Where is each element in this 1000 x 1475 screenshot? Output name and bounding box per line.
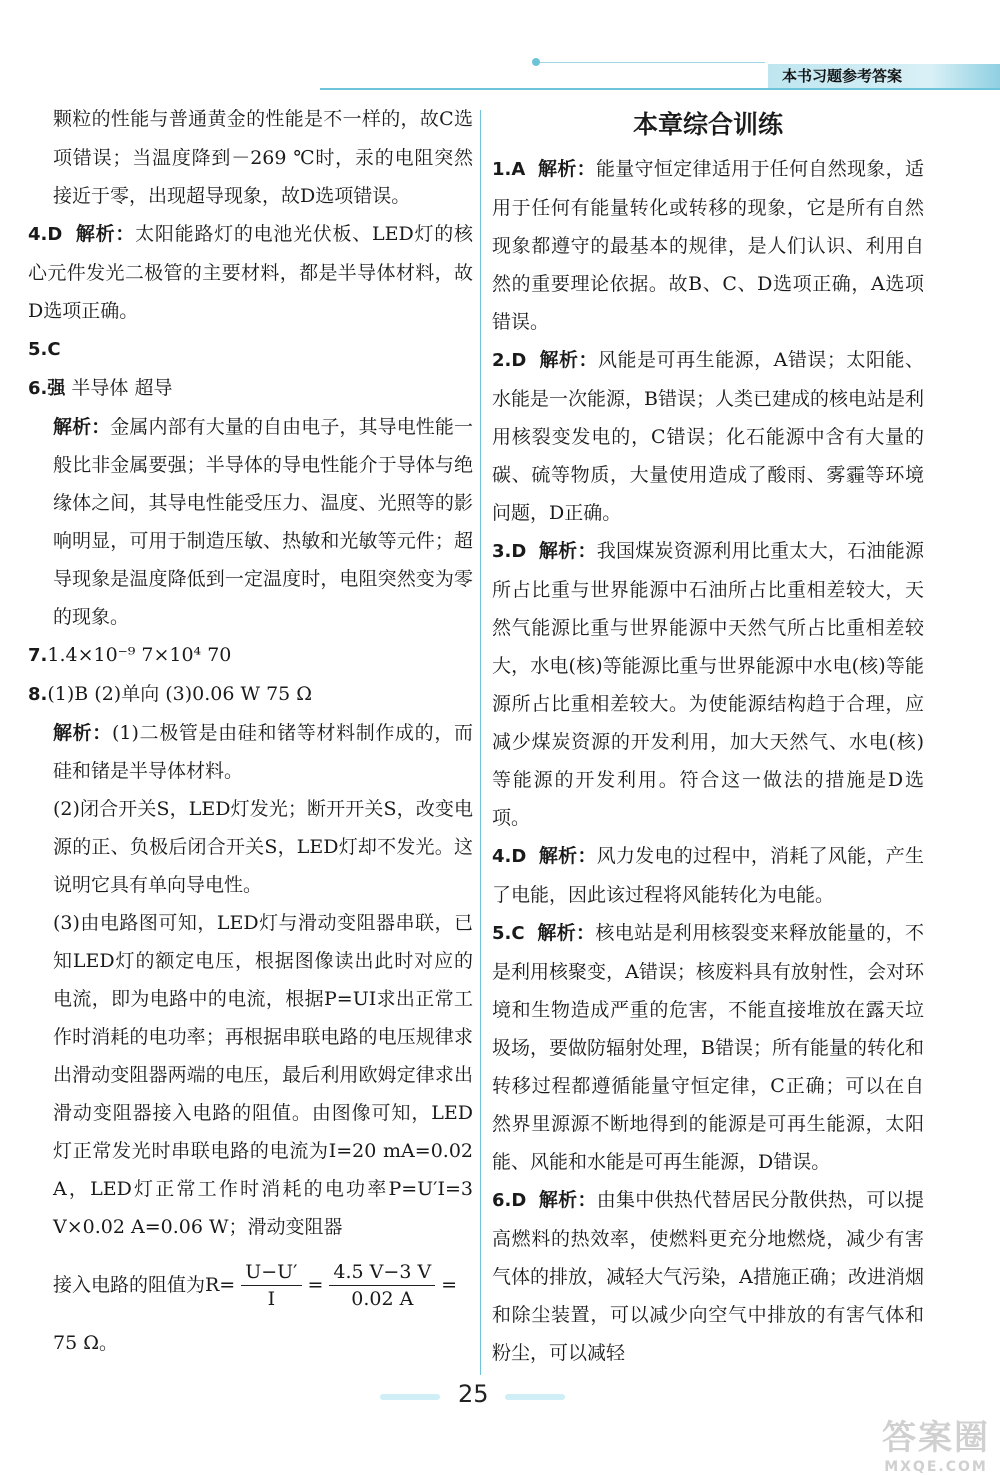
- answer-line: (2)闭合开关S，LED灯发光；断开开关S，改变电源的正、负极后闭合开关S，LED灯却不发光。这说明它具有单向导电性。: [53, 798, 473, 896]
- page-footer: [0, 1380, 1000, 1420]
- answer-line: 解析：金属内部有大量的自由电子，其导电性能一般比非金属要强；半导体的导电性能介于导体与绝缘体之间，其导电性能受压力、温度、光照等的影响明显，可用于制造压敏、热敏和光敏等元件；超导现象是温度降低到一定温度时，电阻突然变为零的现象。: [53, 416, 473, 628]
- formula-fraction-2: $\frac{4.5 V-3 V}{0.02 A}$: [329, 1259, 435, 1312]
- left-column: [28, 100, 473, 1362]
- watermark-logo: 答案圈 MXQE.COM: [882, 1418, 990, 1475]
- answer-line: 4.D 解析：太阳能路灯的电池光伏板、LED灯的核心元件发光二极管的主要材料，都是半导体材料，故D选项正确。: [28, 223, 473, 322]
- answer-item: 1.A 解析：能量守恒定律适用于任何自然现象，适用于任何有能量转化或转移的现象，它是所有自然现象都遵守的最基本的规律，是人们认识、利用自然的重要理论依据。故B、C、D选项正确，A选项错误。: [492, 158, 924, 333]
- answer-item: 3.D 解析：我国煤炭资源利用比重太大，石油能源所占比重与世界能源中石油所占比重相差较大，天然气能源比重与世界能源中天然气所占比重相差较大，水电(核)等能源比重与世界能源中水电(核)等能源所占比重相差较大。为使能源结构趋于合理，应减少煤炭资源的开发利用，加大天然气、水电(核)等能源的开发利用。符合这一做法的措施是D选项。: [492, 540, 924, 829]
- formula-fraction-1: $\frac{U-U'}{I}$: [241, 1259, 301, 1312]
- page-number: 25: [458, 1380, 489, 1408]
- formula-prefix: 接入电路的阻值为R=: [53, 1274, 236, 1296]
- header-rule-thin: [535, 62, 765, 63]
- answer-line: 7.1.4×10⁻⁹ 7×10⁴ 70: [28, 644, 232, 666]
- footer-decoration-right: [505, 1394, 565, 1400]
- answer-line: (3)由电路图可知，LED灯与滑动变阻器串联，已知LED灯的额定电压，根据图像读出此时对应的电流，即为电路中的电流，根据P=UI求出正常工作时消耗的电功率；再根据串联电路的电压规律求出滑动变阻器两端的电压，最后利用欧姆定律求出滑动变阻器接入电路的阻值。由图像可知，LED灯正常发光时串联电路的电流为I=20 mA=0.02 A，LED灯正常工作时消耗的电功率P=U′I=3 V×0.02 A=0.06 W；滑动变阻器: [53, 912, 473, 1238]
- answer-item: 5.C 解析：核电站是利用核裂变来释放能量的，不是利用核聚变，A错误；核废料具有放射性，会对环境和生物造成严重的危害，不能直接堆放在露天垃圾场，要做防辐射处理，B错误；所有能量的转化和转移过程都遵循能量守恒定律，C正确；可以在自然界里源源不断地得到的能源是可再生能源，太阳能、风能和水能是可再生能源，D错误。: [492, 922, 924, 1173]
- answer-line: 5.C: [28, 339, 61, 360]
- header-dot: [532, 58, 540, 66]
- formula-result: 75 Ω。: [53, 1332, 118, 1354]
- answer-line: 8.(1)B (2)单向 (3)0.06 W 75 Ω: [28, 683, 313, 705]
- answer-item: 2.D 解析：风能是可再生能源，A错误；太阳能、水能是一次能源，B错误；人类已建成的核电站是利用核裂变发电的，C错误；化石能源中含有大量的碳、硫等物质，大量使用造成了酸雨、雾霾等环境问题，D正确。: [492, 349, 924, 524]
- answer-item: 4.D 解析：风力发电的过程中，消耗了风能，产生了电能，因此该过程将风能转化为电能。: [492, 845, 924, 906]
- resistance-formula: 接入电路的阻值为R= $\frac{U-U'}{I}$ = $\frac{4.5 V-3 V}{0.02 A}$ =: [53, 1260, 458, 1310]
- right-column: [492, 100, 924, 1372]
- answer-item: 6.D 解析：由集中供热代替居民分散供热，可以提高燃料的热效率，使燃料更充分地燃烧，减少有害气体的排放，减轻大气污染，A措施正确；改进消烟和除尘装置，可以减少向空气中排放的有害气体和粉尘，可以减轻: [492, 1189, 924, 1364]
- answer-line: 颗粒的性能与普通黄金的性能是不一样的，故C选项错误；当温度降到－269 ℃时，汞的电阻突然接近于零，出现超导现象，故D选项错误。: [53, 108, 473, 207]
- footer-decoration-left: [380, 1394, 440, 1400]
- answer-line: 6.强 半导体 超导: [28, 377, 173, 399]
- header-rule: [320, 88, 1000, 90]
- section-title: 本章综合训练: [632, 110, 783, 139]
- header-label: 本书习题参考答案: [768, 64, 1000, 88]
- column-divider: [480, 110, 481, 1375]
- answer-line: 解析：(1)二极管是由硅和锗等材料制作成的，而硅和锗是半导体材料。: [53, 722, 473, 782]
